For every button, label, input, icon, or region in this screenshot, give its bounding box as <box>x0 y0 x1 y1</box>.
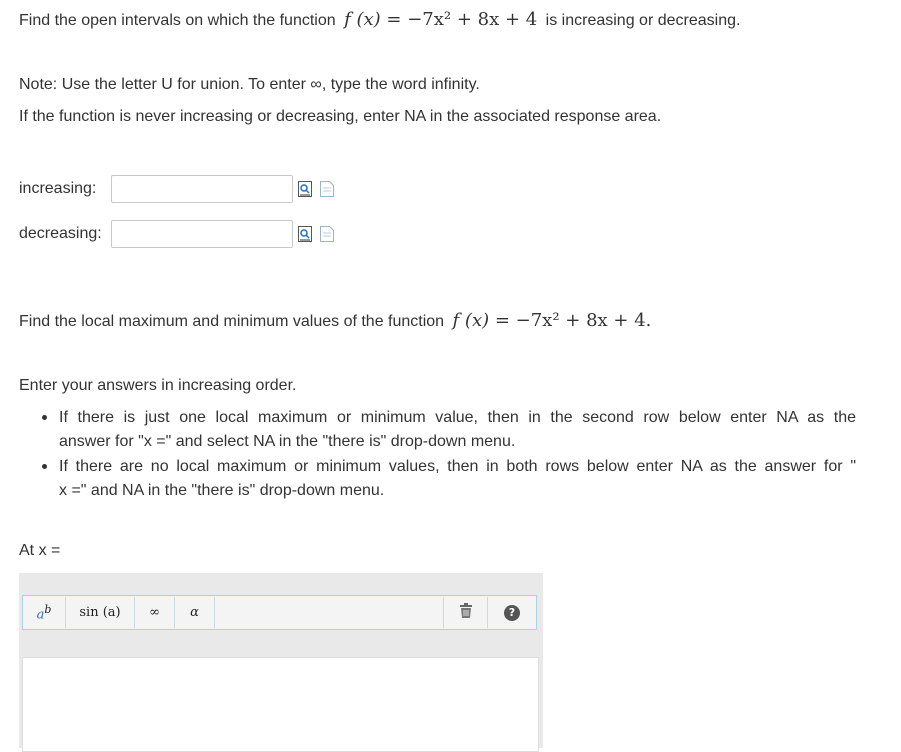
q1-prompt <box>19 9 740 30</box>
q1-na-note: If the function is never increasing or decreasing, enter NA in the associated response area. <box>19 108 662 125</box>
infinity-button-label: ∞ <box>149 605 160 620</box>
q2-func-label: f (x) = <box>452 310 516 331</box>
decreasing-label: decreasing: <box>19 225 102 242</box>
bullet-2 <box>42 464 47 469</box>
superscript-button[interactable] <box>23 597 66 628</box>
q2-prompt <box>19 310 651 331</box>
increasing-label: increasing: <box>19 180 97 197</box>
sin-button[interactable] <box>66 597 135 628</box>
increasing-input[interactable] <box>111 175 293 203</box>
preview-icon[interactable] <box>298 181 312 197</box>
preview-icon[interactable] <box>298 226 312 242</box>
q1-prompt-suffix: is increasing or decreasing. <box>545 12 741 29</box>
math-editor <box>19 573 543 748</box>
delete-button[interactable] <box>443 597 488 628</box>
q2-prompt-text: Find the local maximum and minimum values of the function <box>19 313 445 330</box>
help-button[interactable] <box>488 597 536 628</box>
help-icon: ? <box>504 605 520 621</box>
bullet2-line1: If there are no local maximum or minimum values, then in both rows below enter NA as the answer for " <box>59 458 856 475</box>
at-x-label: At x = <box>19 542 61 559</box>
q2-func-expr: −7x² + 8x + 4. <box>515 310 652 331</box>
alpha-button-label: α <box>190 605 199 620</box>
math-toolbar <box>22 595 537 630</box>
bullet1-line1: If there is just one local maximum or minimum value, then in the second row below enter NA as the <box>59 409 856 426</box>
q1-func-expr: −7x² + 8x + 4 <box>407 9 538 30</box>
document-icon[interactable] <box>320 181 334 197</box>
decreasing-input[interactable] <box>111 220 293 248</box>
infinity-button[interactable] <box>135 597 175 628</box>
math-input-area[interactable] <box>22 657 539 752</box>
document-icon[interactable] <box>320 226 334 242</box>
sin-button-label: sin (a) <box>79 605 121 620</box>
superscript-icon: $a^b$ <box>36 602 52 623</box>
q1-func-label: f (x) = <box>344 9 408 30</box>
q1-prompt-text: Find the open intervals on which the function <box>19 12 336 29</box>
q1-note: Note: Use the letter U for union. To enter ∞, type the word infinity. <box>19 76 480 93</box>
q2-order-note: Enter your answers in increasing order. <box>19 377 297 394</box>
bullet1-line2: answer for "x =" and select NA in the "there is" drop-down menu. <box>59 433 516 450</box>
trash-icon <box>459 603 473 623</box>
bullet2-line2: x =" and NA in the "there is" drop-down menu. <box>59 482 385 499</box>
bullet-1 <box>42 415 47 420</box>
alpha-button[interactable] <box>175 597 215 628</box>
